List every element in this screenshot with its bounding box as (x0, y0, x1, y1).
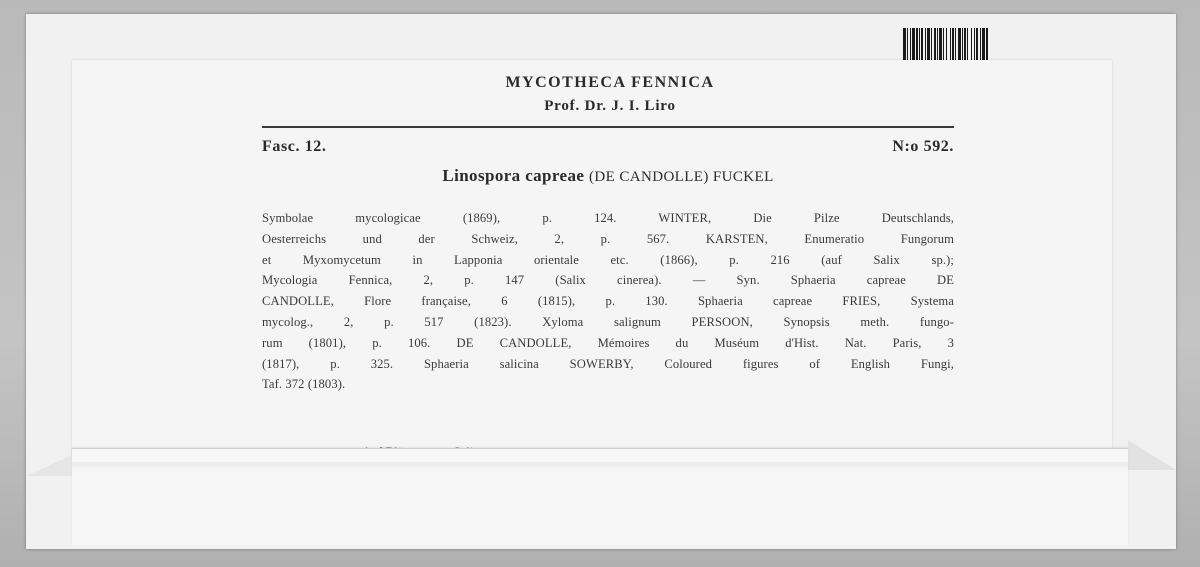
citation-line: CANDOLLE, Flore française, 6 (1815), p. 130. Sphaeria capreae FRIES, Systema (262, 294, 954, 309)
citation-line: rum (1801), p. 106. DE CANDOLLE, Mémoires du Muséum d'Hist. Nat. Paris, 3 (262, 335, 954, 350)
envelope-flap-left (26, 454, 74, 476)
citation-line: Oesterreichs und der Schweiz, 2, p. 567. KARSTEN, Enumeratio Fungorum (262, 231, 954, 246)
citation-text (262, 208, 954, 395)
envelope-flap-right (1128, 440, 1176, 470)
collection-author: Prof. Dr. J. I. Liro (544, 98, 676, 114)
citation-line: Taf. 372 (1803). (262, 377, 346, 392)
species-authority: (DE CANDOLLE) FUCKEL (589, 169, 774, 185)
collection-title: MYCOTHECA FENNICA (505, 74, 715, 91)
pocket-shadow (72, 462, 1128, 470)
citation-line: (1817), p. 325. Sphaeria salicina SOWERBY, Coloured figures of English Fungi, (262, 356, 954, 371)
citation-line: Mycologia Fennica, 2, p. 147 (Salix cinerea). — Syn. Sphaeria capreae DE (262, 273, 954, 288)
citation-line: mycolog., 2, p. 517 (1823). Xyloma salignum PERSOON, Synopsis meth. fungo- (262, 314, 954, 329)
species-binomial: Linospora capreae (442, 166, 585, 185)
citation-line: et Myxomycetum in Lapponia orientale etc. (1866), p. 216 (auf Salix sp.); (262, 252, 954, 267)
species-name (262, 166, 954, 186)
fascicle-label: Fasc. 12. (262, 138, 327, 155)
citation-line: Symbolae mycologicae (1869), p. 124. WINTER, Die Pilze Deutschlands, (262, 211, 954, 225)
specimen-number: N:o 592. (892, 138, 954, 155)
header-rule (262, 126, 954, 128)
